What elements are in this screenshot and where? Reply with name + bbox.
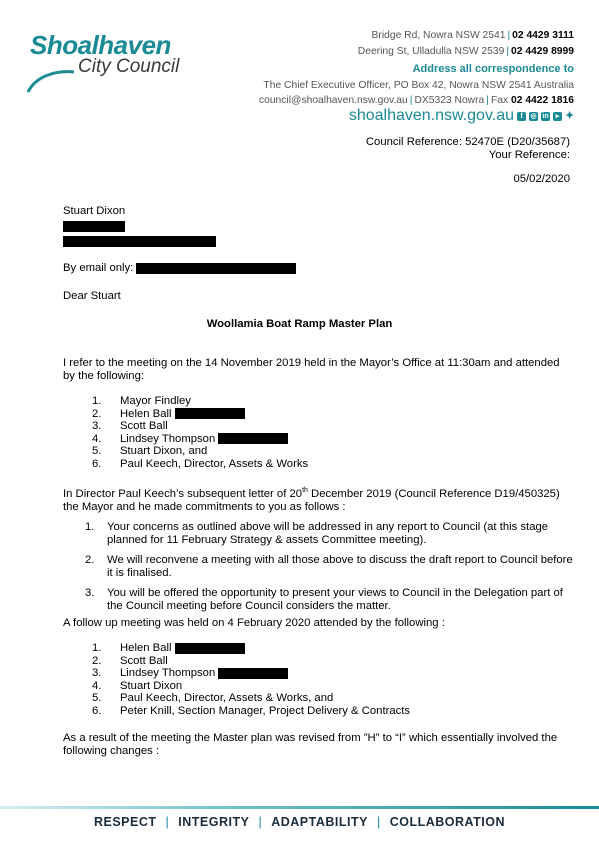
attendee-name-text: Paul Keech, Director, Assets & Works, and xyxy=(120,692,334,705)
list-number: 5. xyxy=(92,445,102,458)
paragraph-3: A follow up meeting was held on 4 February 2020 attended by the following : xyxy=(63,617,445,629)
list-item xyxy=(92,692,512,705)
footer-value-adaptability: ADAPTABILITY xyxy=(271,815,368,829)
list-item xyxy=(92,655,512,668)
attendee-name xyxy=(120,420,168,433)
paragraph-2 xyxy=(63,484,575,514)
attendee-name xyxy=(120,642,245,655)
commitment-text: We will reconvene a meeting with all those above to discuss the draft report to Council before it is finalised. xyxy=(107,554,573,579)
attendee-name xyxy=(120,667,288,680)
address-line-1: Bridge Rd, Nowra NSW 2541 xyxy=(371,30,506,41)
fax-label: Fax xyxy=(490,95,509,106)
council-logo xyxy=(22,26,192,86)
redacted-block xyxy=(175,643,245,654)
list-number: 4. xyxy=(92,432,102,445)
commitments-list xyxy=(85,521,575,620)
attendee-name-text: Paul Keech, Director, Assets & Works xyxy=(120,457,309,470)
commitment-item xyxy=(85,587,575,613)
attendee-name-text: Helen Ball xyxy=(120,407,172,420)
paragraph-4: As a result of the meeting the Master plan was revised from ”H” to “I” which essentially involved the following changes : xyxy=(63,732,558,757)
list-number: 4. xyxy=(92,679,102,692)
attendee-name-text: Scott Ball xyxy=(120,654,168,667)
list-number: 5. xyxy=(92,692,102,705)
facebook-icon: f xyxy=(517,112,526,121)
footer-values xyxy=(0,815,599,829)
list-number: 1. xyxy=(92,642,102,654)
list-item xyxy=(92,458,492,471)
footer-value-respect: RESPECT xyxy=(93,815,157,829)
list-number: 2. xyxy=(92,654,102,667)
attendee-name-text: Scott Ball xyxy=(120,420,168,433)
commitment-item xyxy=(85,554,575,580)
footer-value-collaboration: COLLABORATION xyxy=(389,815,505,829)
attendee-name-text: Lindsey Thompson xyxy=(120,667,216,680)
commitment-number: 1. xyxy=(85,521,95,533)
paragraph-1: I refer to the meeting on the 14 November 2019 held in the Mayor’s Office at 11:30am and attended by the following: xyxy=(63,357,560,382)
address-nowra: Bridge Rd, Nowra NSW 2541 | 02 4429 3111 xyxy=(371,30,574,41)
footer-value-integrity: INTEGRITY xyxy=(178,815,250,829)
attendee-name xyxy=(120,445,207,458)
email-address: council@shoalhaven.nsw.gov.au xyxy=(258,95,408,106)
logo-main-text: Shoalhaven xyxy=(30,30,171,60)
contact-line: council@shoalhaven.nsw.gov.au | DX5323 Nowra | Fax 02 4422 1816 xyxy=(258,95,574,106)
youtube-icon: ▸ xyxy=(553,112,562,121)
commitment-item xyxy=(85,521,575,547)
list-item xyxy=(92,667,512,680)
attendees-list-1 xyxy=(92,395,492,471)
website-url: shoalhaven.nsw.gov.au xyxy=(348,107,514,124)
paragraph-2-superscript: th xyxy=(302,487,308,494)
redacted-address-1 xyxy=(63,221,125,232)
attendee-name xyxy=(120,680,182,693)
list-number: 6. xyxy=(92,457,102,470)
references xyxy=(366,136,570,162)
attendee-name xyxy=(120,655,168,668)
list-number: 2. xyxy=(92,407,102,420)
phone-ulladulla: 02 4429 8999 xyxy=(511,45,574,57)
salutation: Dear Stuart xyxy=(63,290,121,302)
footer-separator: | xyxy=(376,815,381,829)
dx-number: DX5323 Nowra xyxy=(414,95,485,106)
attendee-name xyxy=(120,692,333,705)
attendee-name xyxy=(120,433,288,446)
linkedin-icon: in xyxy=(542,112,549,120)
website-line xyxy=(349,107,574,125)
subject-heading: Woollamia Boat Ramp Master Plan xyxy=(206,318,393,330)
list-item xyxy=(92,642,512,655)
attendee-name-text: Lindsey Thompson xyxy=(120,432,216,445)
attendee-name-text: Peter Knill, Section Manager, Project Delivery & Contracts xyxy=(120,704,411,717)
attendees-list-2 xyxy=(92,642,512,718)
list-item xyxy=(92,395,492,408)
instagram-icon: ◎ xyxy=(530,112,537,120)
redacted-block xyxy=(218,433,288,444)
correspondence-title: Address all correspondence to xyxy=(412,63,574,75)
list-number: 3. xyxy=(92,667,102,680)
correspondence-line: The Chief Executive Officer, PO Box 42, Nowra NSW 2541 Australia xyxy=(263,79,574,91)
attendee-name-text: Helen Ball xyxy=(120,642,172,654)
list-number: 6. xyxy=(92,704,102,717)
commitment-number: 3. xyxy=(85,587,95,599)
redacted-email xyxy=(136,263,296,274)
fax-number: 02 4422 1816 xyxy=(511,95,574,106)
phone-nowra: 02 4429 3111 xyxy=(512,30,574,41)
redacted-block xyxy=(175,408,245,419)
footer-separator: | xyxy=(258,815,263,829)
address-block xyxy=(259,28,574,109)
logo-sub-text: City Council xyxy=(78,56,180,77)
redacted-block xyxy=(218,668,288,679)
list-item xyxy=(92,420,492,433)
footer-divider xyxy=(0,806,599,809)
recipient-name: Stuart Dixon xyxy=(63,205,126,217)
commitment-number: 2. xyxy=(85,554,95,566)
twitter-icon: ✦ xyxy=(565,109,575,122)
your-reference: Your Reference: xyxy=(488,149,570,161)
list-item xyxy=(92,680,512,693)
attendee-name-text: Stuart Dixon, and xyxy=(120,445,208,458)
list-item xyxy=(92,445,492,458)
commitment-text: Your concerns as outlined above will be addressed in any report to Council (at this stage planned for 11 February Strategy & assets Committee meeting). xyxy=(107,521,549,546)
list-item xyxy=(92,408,492,421)
list-number: 1. xyxy=(92,395,102,407)
paragraph-2-part-a: In Director Paul Keech’s subsequent letter of 20 xyxy=(63,487,303,500)
attendee-name xyxy=(120,705,410,718)
list-item xyxy=(92,433,492,446)
address-ulladulla: Deering St, Ulladulla NSW 2539 | 02 4429 8999 xyxy=(357,45,574,57)
address-line-2: Deering St, Ulladulla NSW 2539 xyxy=(357,45,505,57)
commitment-text: You will be offered the opportunity to present your views to Council in the Delegation part of the Council meeting before Council considers the matter. xyxy=(107,587,563,612)
by-email-line xyxy=(63,262,296,275)
attendee-name xyxy=(120,408,245,421)
footer-separator: | xyxy=(165,815,170,829)
logo-swoosh-icon xyxy=(26,66,76,96)
paragraph-2-part-b: December 2019 (Council Reference D19/450325) the Mayor and he made commitments to you as follows : xyxy=(63,487,560,513)
list-number: 3. xyxy=(92,420,102,433)
attendee-name-text: Mayor Findley xyxy=(120,395,191,407)
attendee-name xyxy=(120,395,191,408)
attendee-name-text: Stuart Dixon xyxy=(120,679,183,692)
redacted-address-2 xyxy=(63,236,216,247)
list-item xyxy=(92,705,512,718)
letter-date: 05/02/2020 xyxy=(513,173,570,185)
attendee-name xyxy=(120,458,308,471)
by-email-label: By email only: xyxy=(63,262,134,274)
council-reference: Council Reference: 52470E (D20/35687) xyxy=(365,136,570,148)
